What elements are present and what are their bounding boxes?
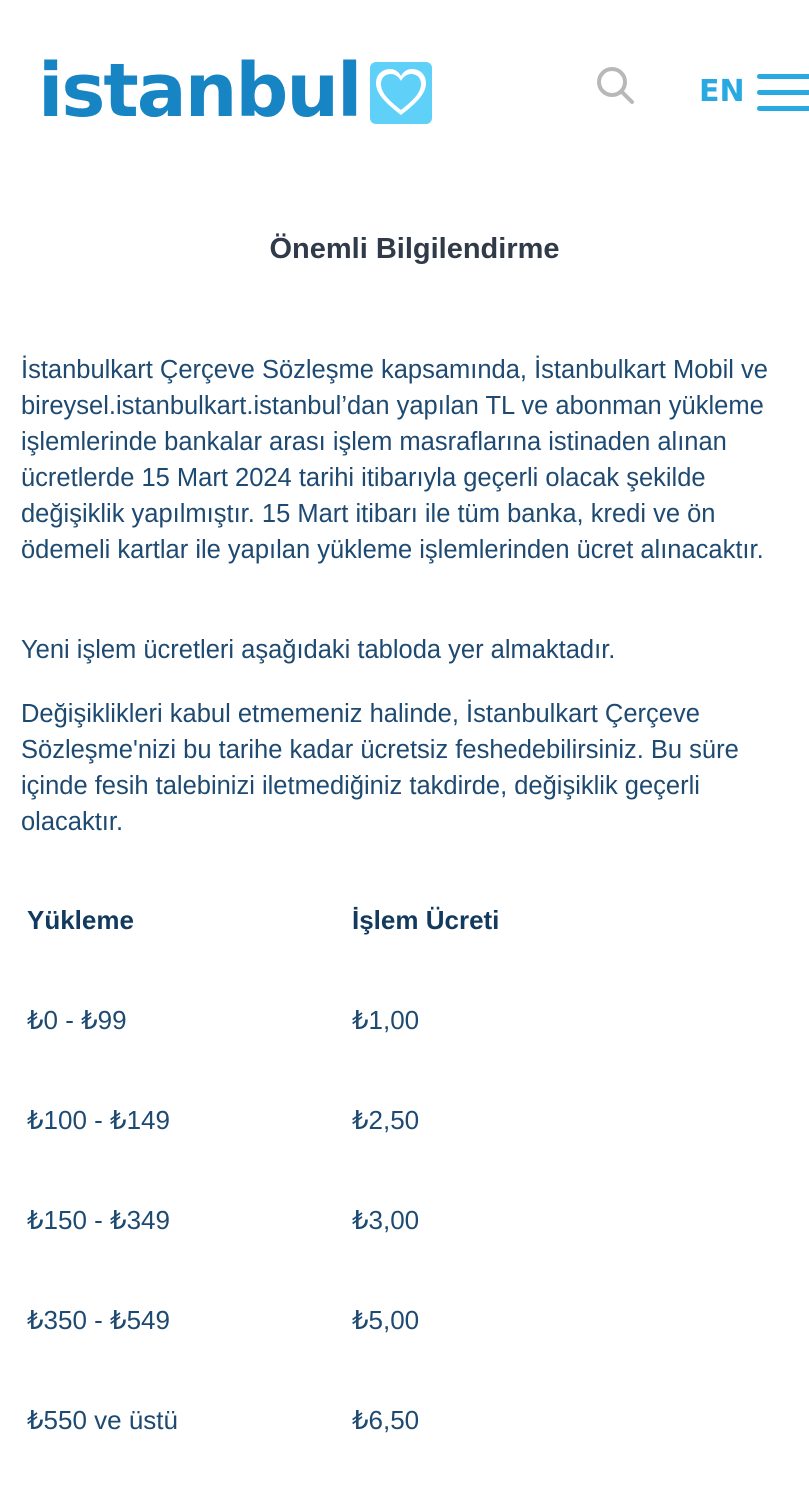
table-row <box>27 1270 787 1370</box>
hamburger-menu-icon[interactable] <box>757 74 809 112</box>
info-paragraph: İstanbulkart Çerçeve Sözleşme kapsamında, İstanbulkart Mobil ve bireysel.istanbulkart.istanbul’dan yapılan TL ve abonman yükleme işlemlerinde bankalar arası işlem masraflarına istinaden alınan ücretlerde 15 Mart 2024 tarihi itibarıyla geçerli olacak şekilde değişiklik yapılmıştır. 15 Mart itibarı ile tüm banka, kredi ve ön ödemeli kartlar ile yapılan yükleme işlemlerinden ücret alınacaktır. <box>21 356 768 564</box>
heart-icon <box>370 62 432 124</box>
istanbul-logo[interactable] <box>38 48 432 134</box>
column-header-fee: İşlem Ücreti <box>352 904 500 935</box>
cancellation-paragraph: Değişiklikleri kabul etmemeniz halinde, İstanbulkart Çerçeve Sözleşme'nizi bu tarihe kadar ücretsiz feshedebilirsiniz. Bu süre içinde fesih talebinizi iletmediğiniz takdirde, değişiklik geçerli olacaktır. <box>21 700 739 836</box>
fee-table <box>27 870 787 1470</box>
loading-range-cell: ₺100 - ₺149 <box>27 1104 170 1135</box>
site-header <box>0 0 809 140</box>
language-switch[interactable]: EN <box>699 74 745 109</box>
table-row <box>27 1070 787 1170</box>
loading-range-cell: ₺150 - ₺349 <box>27 1204 170 1235</box>
column-header-loading: Yükleme <box>27 904 134 935</box>
table-row <box>27 1170 787 1270</box>
fee-cell: ₺5,00 <box>352 1304 420 1335</box>
table-row <box>27 1370 787 1470</box>
fee-cell: ₺6,50 <box>352 1404 420 1435</box>
table-header-row <box>27 870 787 970</box>
fee-cell: ₺3,00 <box>352 1204 420 1235</box>
logo-text: istanbul <box>38 48 361 134</box>
search-icon[interactable] <box>596 66 636 106</box>
loading-range-cell: ₺550 ve üstü <box>27 1404 178 1435</box>
loading-range-cell: ₺350 - ₺549 <box>27 1304 170 1335</box>
table-intro-paragraph: Yeni işlem ücretleri aşağıdaki tabloda yer almaktadır. <box>21 636 616 664</box>
fee-cell: ₺2,50 <box>352 1104 420 1135</box>
fee-cell: ₺1,00 <box>352 1004 420 1035</box>
table-row <box>27 970 787 1070</box>
page-title: Önemli Bilgilendirme <box>269 233 560 266</box>
loading-range-cell: ₺0 - ₺99 <box>27 1004 127 1035</box>
